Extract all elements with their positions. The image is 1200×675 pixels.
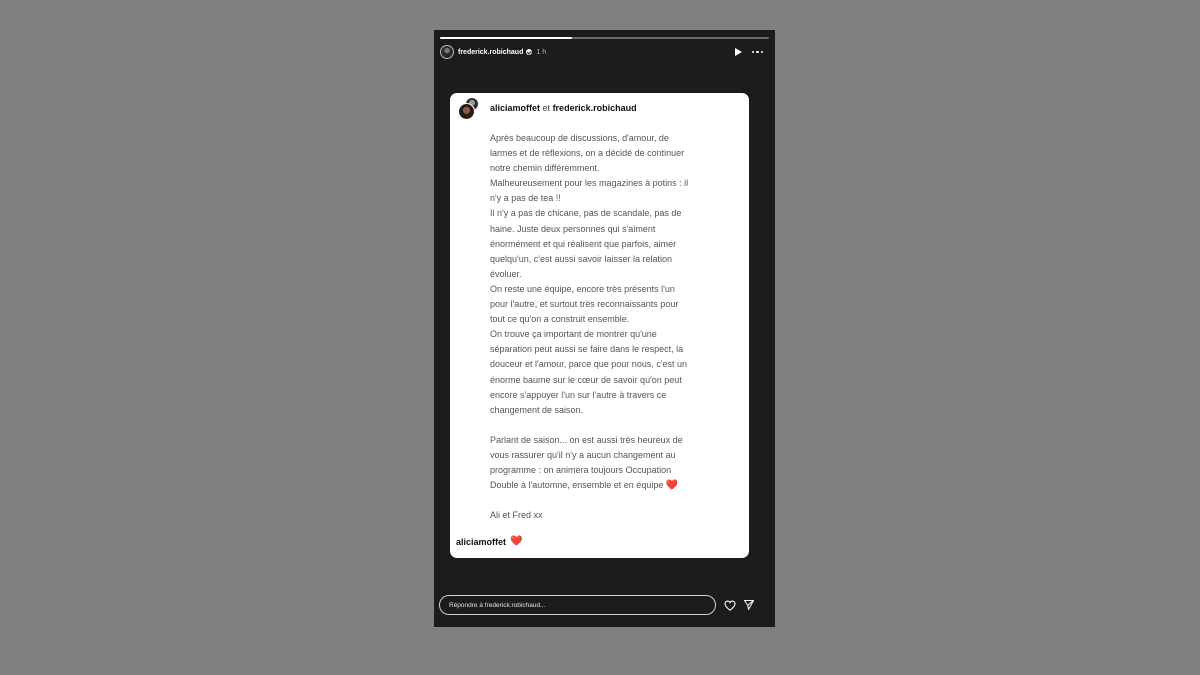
more-icon[interactable] — [752, 51, 764, 54]
avatar — [458, 103, 475, 120]
post-signature: Ali et Fred xx — [490, 510, 543, 521]
story-viewer[interactable] — [434, 30, 775, 627]
shared-post-header — [456, 97, 743, 119]
post-body: Après beaucoup de discussions, d'amour, de larmes et de réflexions, on a décidé de continuer notre chemin différemment. Malheureusement pour les magazines à potins : il n'y a pas de tea !! Il n'y a pas de chicane, pas de scandale, pas de haine. Juste deux personnes qui s'aiment énormément et qui réalisent que parfois, aimer quelqu'un, c'est aussi savoir laisser la relation évoluer. On reste une équipe, encore très présents l'un pour l'autre, et surtout très reconnaissants pour tout ce qu'on a construit ensemble. On trouve ça important de montrer qu'une séparation peut aussi se faire dans le respect, la douceur et l'amour, parce que pour nous, c'est un énorme baume sur le cœur de savoir qu'on peut encore s'appuyer l'un sur l'autre à travers ce changement de saison. Parlant de saison... on est aussi très heureux de vous rassurer qu'il n'y a aucun changement au programme : on animera toujours Occupation Double à l'automne, ensemble et en équipe — [490, 133, 689, 491]
story-author-avatar[interactable] — [440, 45, 454, 59]
heart-outline-icon[interactable] — [724, 600, 736, 611]
story-header — [440, 44, 763, 60]
post-text — [490, 131, 722, 523]
story-progress-fill — [440, 37, 572, 39]
send-icon[interactable] — [743, 599, 755, 611]
reply-placeholder: Répondre à frederick.robichaud... — [449, 601, 546, 609]
story-author-username[interactable]: frederick.robichaud — [458, 48, 524, 56]
reply-input[interactable] — [439, 595, 716, 615]
story-timestamp: 1 h — [536, 48, 547, 56]
caption-username[interactable]: aliciamoffet — [456, 536, 507, 547]
collab-avatars[interactable] — [456, 97, 482, 119]
shared-post-card[interactable] — [450, 93, 749, 558]
play-icon[interactable] — [735, 48, 742, 56]
author-username[interactable]: aliciamoffet — [490, 103, 541, 113]
author-connector: et — [542, 103, 551, 113]
post-caption — [456, 536, 522, 547]
story-progress-bar — [440, 37, 769, 39]
story-footer — [439, 595, 757, 615]
verified-badge-icon — [526, 49, 532, 55]
caption-heart-emoji: ❤️ — [510, 536, 523, 547]
heart-emoji: ❤️ — [665, 480, 679, 492]
collab-usernames[interactable] — [490, 103, 637, 113]
author-username[interactable]: frederick.robichaud — [552, 103, 637, 113]
